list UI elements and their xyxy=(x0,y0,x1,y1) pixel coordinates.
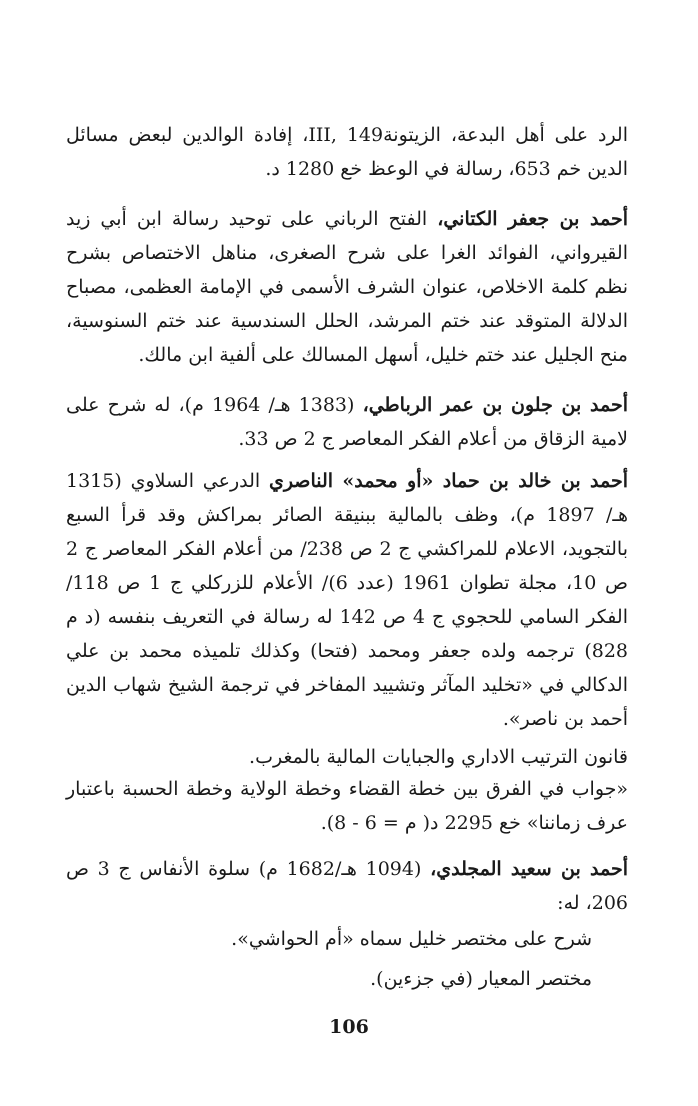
entry-ahmad-ibn-khalid-al-nasiri xyxy=(66,464,628,736)
entry-text: مختصر المعيار (في جزءين). xyxy=(370,968,592,990)
entry-continuation xyxy=(66,118,628,186)
entry-text: (1383 هـ/ 1964 م)، له شرح على لامية الزقاق من أعلام الفكر المعاصر ج 2 ص 33. xyxy=(66,394,628,450)
entry-text: (1094 هـ/1682 م) سلوة الأنفاس ج 3 ص 206، له: xyxy=(66,858,628,914)
entry-name: أحمد بن جلون بن عمر الرباطي، xyxy=(362,394,628,416)
entry-ahmad-ibn-jafar-al-kattani xyxy=(66,202,628,372)
entry-name: أحمد بن خالد بن حماد «أو محمد» الناصري xyxy=(268,470,628,492)
work-title xyxy=(66,772,628,840)
entry-text: قانون الترتيب الاداري والجبايات المالية بالمغرب. xyxy=(249,746,628,768)
entry-text: الرد على أهل البدعة، الزيتونة149 ,III، إفادة الوالدين لبعض مسائل الدين خم 653، رسالة في الوعظ خع 1280 د. xyxy=(66,124,628,180)
entry-name: أحمد بن سعيد المجلدي، xyxy=(430,858,628,880)
work-title xyxy=(66,962,592,996)
entry-text: شرح على مختصر خليل سماه «أم الحواشي». xyxy=(231,928,592,950)
entry-name: أحمد بن جعفر الكتاني، xyxy=(437,208,628,230)
work-title xyxy=(66,922,592,956)
entry-ahmad-ibn-said-al-mujaldi xyxy=(66,852,628,920)
entry-text: الدرعي السلاوي (1315 هـ/ 1897 م)، وظف بالمالية ببنيقة الصائر بمراكش وقد قرأ السبع بالتجويد، الاعلام للمراكشي ج 2 ص 238/ من أعلام الفكر المعاصر ج 2 ص 10، مجلة تطوان 1961 (عدد 6)/ الأعلام للزركلي ج 1 ص 118/ الفكر السامي للحجوي ج 4 ص 142 له رسالة في التعريف بنفسه (د م 828) ترجمه ولده جعفر ومحمد (فتحا) وكذلك تلميذه محمد بن علي الدكالي في «تخليد المآثر وتشييد المفاخر في ترجمة الشيخ شهاب الدين أحمد بن ناصر». xyxy=(66,470,629,730)
entry-text: الفتح الرباني على توحيد رسالة ابن أبي زيد القيرواني، الفوائد الغرا على شرح الصغرى، مناهل الاختصاص بشرح نظم كلمة الاخلاص، عنوان الشرف الأسمى في الإمامة العظمى، مصباح الدلالة المتوقد عند ختم المرشد، الحلل السندسية عند ختم السنوسية، منح الجليل عند ختم خليل، أسهل المسالك على ألفية ابن مالك. xyxy=(66,208,628,366)
entry-ahmad-ibn-jallun xyxy=(66,388,628,456)
entry-text: «جواب في الفرق بين خطة القضاء وخطة الولاية وخطة الحسبة باعتبار عرف زماننا» خع 2295 د( م = 6 - 8). xyxy=(66,778,628,834)
page-number: 106 xyxy=(329,1016,369,1038)
work-title xyxy=(66,740,628,774)
